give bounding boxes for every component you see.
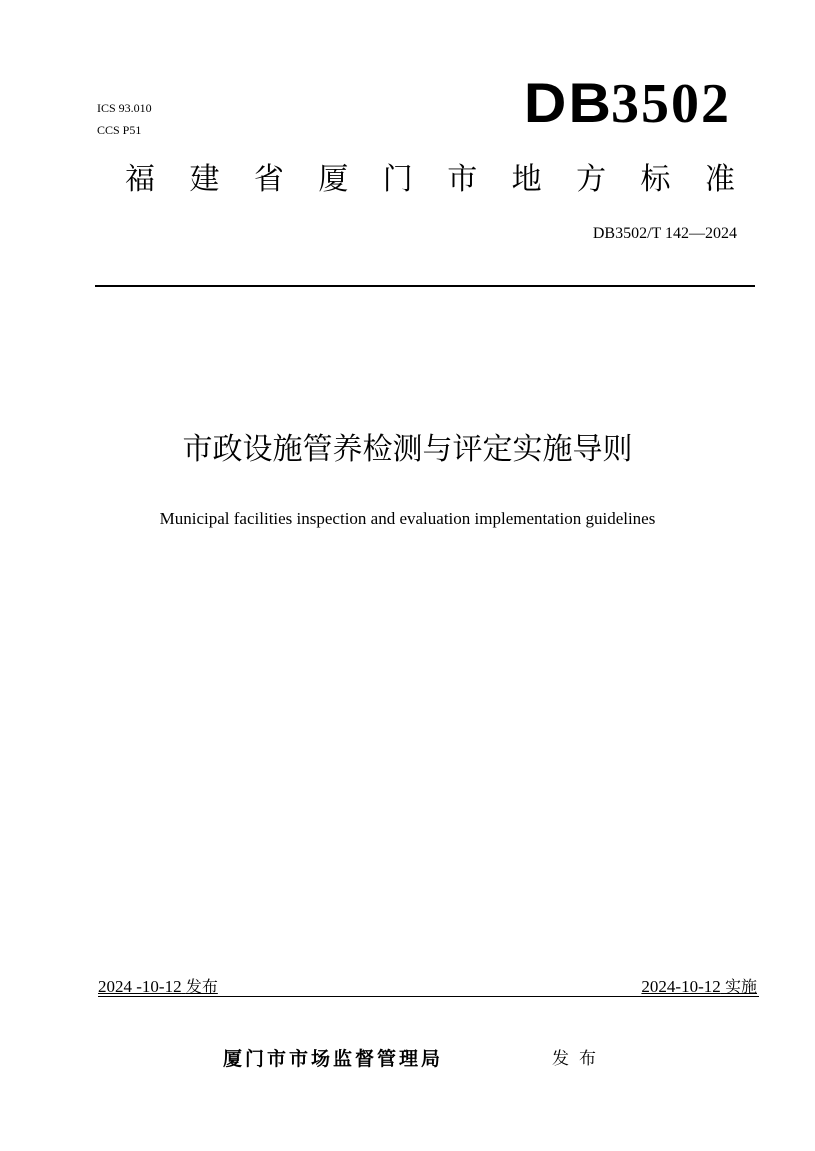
document-title-english: Municipal facilities inspection and evaluation implementation guidelines — [159, 509, 656, 528]
standard-type-heading — [125, 160, 735, 200]
standard-type-char: 标 — [640, 162, 671, 197]
header-divider — [95, 285, 755, 287]
standard-type-char: 方 — [576, 162, 607, 197]
issue-date: 2024 -10-12 — [98, 977, 182, 996]
publish-label: 发布 — [552, 1049, 606, 1069]
standard-type-char: 门 — [382, 162, 413, 197]
standard-type-char: 省 — [253, 162, 284, 197]
standard-number: DB3502/T 142—2024 — [592, 225, 737, 242]
standard-type-char: 市 — [447, 162, 478, 197]
ics-code: ICS 93.010 — [97, 101, 152, 115]
implement-date: 2024-10-12 — [641, 977, 721, 996]
standard-type-char: 厦 — [318, 162, 349, 197]
standard-type-char: 地 — [511, 162, 542, 197]
logo-number: 3502 — [611, 73, 731, 135]
standard-type-char: 福 — [125, 162, 155, 197]
publisher-name: 厦门市市场监督管理局 — [223, 1048, 444, 1070]
standard-type-char: 准 — [704, 162, 735, 197]
logo-db: DB — [523, 71, 614, 134]
standard-type-char: 建 — [189, 162, 220, 197]
standard-logo — [523, 70, 731, 137]
issue-date-line — [98, 976, 218, 998]
document-title-chinese: 市政设施管养检测与评定实施导则 — [182, 432, 633, 467]
date-divider — [98, 996, 759, 997]
implement-date-line — [641, 976, 757, 998]
ccs-code: CCS P51 — [97, 123, 142, 137]
implement-label: 实施 — [724, 977, 757, 996]
issue-label: 发布 — [185, 977, 218, 996]
